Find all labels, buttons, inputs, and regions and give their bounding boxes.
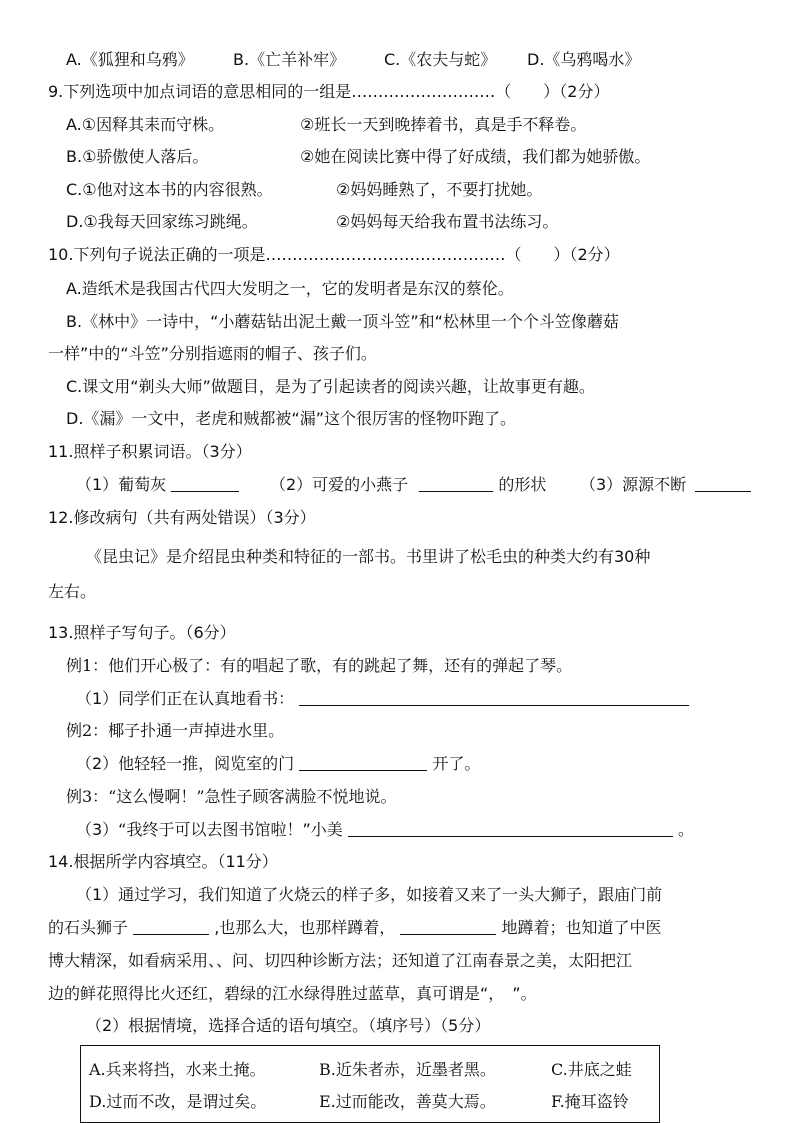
choice-d: D.过而不改，是谓过矣。 — [89, 1092, 267, 1111]
q10-option-b-line1: B.《林中》一诗中，“小蘑菇钻出泥土戴一顶斗笠”和“松林里一个个斗笠像蘑菇 — [66, 312, 619, 331]
q13-answer-blank-3[interactable] — [348, 820, 673, 837]
q14-line2-text-c: 地蹲着；也知道了中医 — [501, 918, 662, 937]
choice-a: A.兵来将挡，水来土掩。 — [89, 1060, 266, 1079]
q14-stem: 14.根据所学内容填空。（11分） — [48, 852, 278, 871]
choice-c: C.井底之蛙 — [551, 1060, 632, 1079]
q10-option-a: A.造纸术是我国古代四大发明之一，它的发明者是东汉的蔡伦。 — [66, 279, 514, 298]
q12-stem: 12.修改病句（共有两处错误）（3分） — [48, 508, 316, 527]
q14-part2-instruction: （2）根据情境，选择合适的语句填空。（填序号）（5分） — [86, 1016, 491, 1035]
q8-option-d: D.《乌鸦喝水》 — [527, 50, 641, 69]
q13-example-1: 例1：他们开心极了：有的唱起了歌，有的跳起了舞，还有的弹起了琴。 — [66, 656, 573, 675]
q13-example-2: 例2：椰子扑通一声掉进水里。 — [66, 721, 285, 740]
q11-stem: 11.照样子积累词语。（3分） — [48, 442, 252, 461]
q13-part2-label: （2）他轻轻一推，阅览室的门 — [76, 754, 295, 773]
q13-example-3: 例3：“这么慢啊！”急性子顾客满脸不悦地说。 — [66, 787, 397, 806]
q10-option-c: C.课文用“剃头大师”做题目，是为了引起读者的阅读兴趣，让故事更有趣。 — [66, 377, 595, 396]
q13-stem: 13.照样子写句子。（6分） — [48, 623, 236, 642]
q8-option-c: C.《农夫与蛇》 — [384, 50, 497, 69]
q9-row-d-left: D.①我每天回家练习跳绳。 — [66, 212, 258, 231]
q10-option-b-line2: 一样”中的“斗笠”分别指遮雨的帽子、孩子们。 — [48, 344, 377, 363]
q9-row-a-right: ②班长一天到晚捧着书，真是手不释卷。 — [300, 115, 587, 134]
choice-e: E.过而能改，善莫大焉。 — [319, 1092, 496, 1111]
q10-stem: 10.下列句子说法正确的一项是………………………………………（ ）（2分） — [48, 245, 620, 264]
q11-part1-label: （1）葡萄灰 — [76, 475, 167, 494]
q11-part3 — [580, 473, 751, 497]
q13-part3-suffix: 。 — [677, 820, 694, 839]
q11-part2-suffix: 的形状 — [498, 475, 547, 494]
q14-line2-text-b: ,也那么大，也那样蹲着， — [214, 918, 396, 937]
q11-answer-blank-1[interactable] — [171, 475, 239, 492]
choice-b: B.近朱者赤，近墨者黑。 — [319, 1060, 496, 1079]
q14-part1-line3: 博大精深，如看病采用、、问、切四种诊断方法；还知道了江南春景之美，太阳把江 — [48, 951, 633, 970]
q13-part3 — [76, 818, 694, 842]
q11-answer-blank-3[interactable] — [695, 475, 751, 492]
q11-part1 — [76, 473, 239, 497]
q14-line2-text-a: 的石头狮子 — [48, 918, 129, 937]
q13-part2 — [76, 752, 480, 776]
q9-row-d-right: ②妈妈每天给我布置书法练习。 — [336, 212, 559, 231]
q13-part2-suffix: 开了。 — [432, 754, 481, 773]
q9-row-b-right: ②她在阅读比赛中得了好成绩，我们都为她骄傲。 — [300, 147, 651, 166]
q9-row-c-left: C.①他对这本书的内容很熟。 — [66, 180, 273, 199]
q12-sentence-line1: 《昆虫记》是介绍昆虫种类和特征的一部书。书里讲了松毛虫的种类大约有30种 — [86, 547, 651, 566]
q13-part1-label: （1）同学们正在认真地看书： — [76, 689, 295, 708]
q10-option-d: D.《漏》一文中，老虎和贼都被“漏”这个很厉害的怪物吓跑了。 — [66, 409, 516, 428]
q14-part1-line4: 边的鲜花照得比火还红，碧绿的江水绿得胜过蓝草，真可谓是“， ”。 — [48, 984, 537, 1003]
q9-row-b-left: B.①骄傲使人落后。 — [66, 147, 209, 166]
q13-answer-blank-1[interactable] — [299, 689, 689, 706]
q9-row-a-left: A.①因释其耒而守株。 — [66, 115, 225, 134]
q9-row-c-right: ②妈妈睡熟了，不要打扰她。 — [336, 180, 543, 199]
q9-stem: 9.下列选项中加点词语的意思相同的一组是………………………（ ）（2分） — [48, 82, 610, 101]
q14-answer-blank-2[interactable] — [400, 918, 496, 935]
choice-f: F.掩耳盗铃 — [551, 1092, 629, 1111]
q13-part1 — [76, 687, 689, 711]
q12-sentence-line2: 左右。 — [48, 582, 97, 601]
q14-part1-line1: （1）通过学习，我们知道了火烧云的样子多，如接着又来了一头大狮子，跟庙门前 — [76, 885, 663, 904]
q13-part3-label: （3）“我终于可以去图书馆啦！”小美 — [76, 820, 343, 839]
q14-part1-line2 — [48, 916, 662, 940]
q14-answer-blank-1[interactable] — [133, 918, 209, 935]
q8-option-b: B.《亡羊补牢》 — [233, 50, 346, 69]
q13-answer-blank-2[interactable] — [299, 754, 427, 771]
q8-option-a: A.《狐狸和乌鸦》 — [66, 50, 194, 69]
q14-choice-box — [80, 1045, 660, 1123]
q11-part3-label: （3）源源不断 — [580, 475, 687, 494]
q11-answer-blank-2[interactable] — [419, 475, 493, 492]
q11-part2 — [270, 473, 546, 497]
q11-part2-label: （2）可爱的小燕子 — [270, 475, 409, 494]
